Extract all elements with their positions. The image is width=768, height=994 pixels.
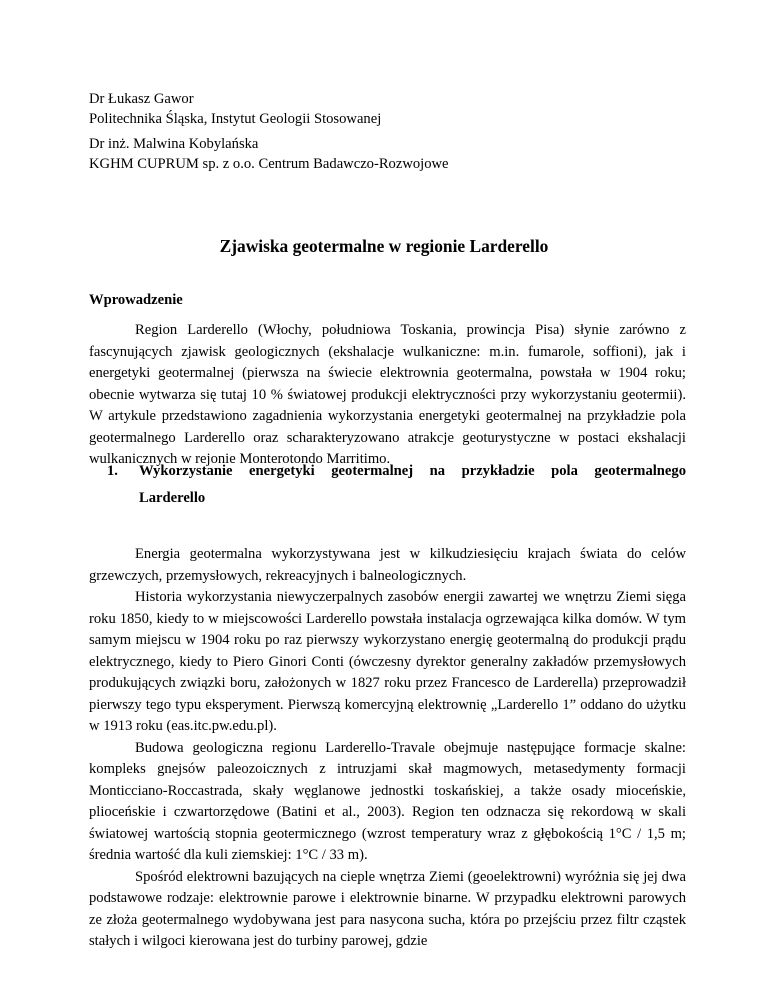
- intro-heading: Wprowadzenie: [89, 292, 183, 308]
- author-affiliation: KGHM CUPRUM sp. z o.o. Centrum Badawczo-Rozwojowe: [89, 156, 449, 172]
- author-affiliation: Politechnika Śląska, Instytut Geologii Stosowanej: [89, 111, 382, 127]
- paragraph-text: Energia geotermalna wykorzystywana jest w kilkudziesięciu krajach świata do celów grzewczych, przemysłowych, rekreacyjnych i balneologicznych.: [89, 546, 686, 584]
- paragraph: [89, 587, 686, 738]
- paragraph: [89, 738, 686, 867]
- paragraph: [89, 544, 686, 587]
- section-title-line-2: Larderello: [139, 490, 206, 506]
- document-title: Zjawiska geotermalne w regionie Larderello: [219, 236, 549, 256]
- paragraph: [89, 867, 686, 953]
- section-1-body: [89, 544, 686, 953]
- section-title-line-1: [107, 458, 686, 485]
- author-name: Dr Łukasz Gawor: [89, 91, 194, 107]
- paragraph-text: Spośród elektrowni bazujących na cieple wnętrza Ziemi (geoelektrowni) wyróżnia się jej dwa podstawowe rodzaje: elektrownie parowe i elektrownie binarne. W przypadku elektrowni parowych ze złoża geotermalnego wydobywana jest para nasycona sucha, która po przejściu przez filtr cząstek stałych i wilgoci kierowana jest do turbiny parowej, gdzie: [89, 868, 686, 949]
- author-block-2: [89, 134, 449, 174]
- paragraph-text: Budowa geologiczna regionu Larderello-Travale obejmuje następujące formacje skalne: kompleks gnejsów paleozoicznych z intruzjami skał magmowych, metasedymenty formacji Monticciano-Roccastrada, skały węglanowe jednostki toskańskiej, a także osady mioceńskie, plioceńskie i czwartorzędowe (Batini et al., 2003). Region ten odznacza się rekordową w skali światowej wartością stopnia geotermicznego (wzrost temperatury wraz z głębokością 1°C / 1,5 m; średnia wartość dla kuli ziemskiej: 1°C / 33 m).: [89, 739, 686, 863]
- section-1-heading: [107, 458, 686, 512]
- paragraph-text: Historia wykorzystania niewyczerpalnych zasobów energii zawartej we wnętrzu Ziemi sięga roku 1850, kiedy to w miejscowości Larderello powstała instalacja ogrzewająca kilka domów. W tym samym miejscu w 1904 roku po raz pierwszy wykorzystano energię geotermalną do produkcji prądu elektrycznego, kiedy to Piero Ginori Conti (ówczesny dyrektor generalny zakładów przemysłowych produkujących związki boru, założonych w 1827 roku przez Francesco de Larderella) przeprowadził pierwszy tego typu eksperyment. Pierwszą komercyjną elektrownię „Larderello 1” oddano do użytku w 1913 roku (eas.itc.pw.edu.pl).: [89, 589, 686, 734]
- author-block-1: [89, 89, 381, 129]
- intro-text: Region Larderello (Włochy, południowa Toskania, prowincja Pisa) słynie zarówno z fascynujących zjawisk geologicznych (ekshalacje wulkaniczne: m.in. fumarole, soffioni), jak i energetyki geotermalnej (pierwsza na świecie elektrownia geotermalna, powstała w 1904 roku; obecnie wytwarza się tutaj 10 % światowej produkcji elektryczności przy wykorzystaniu geotermii). W artykule przedstawiono zagadnienia wykorzystania energetyki geotermalnej na przykładzie pola geotermalnego Larderello oraz scharakteryzowano atrakcje geoturystyczne w postaci ekshalacji wulkanicznych w rejonie Monterotondo Marritimo.: [89, 322, 686, 467]
- section-number: 1.: [107, 463, 118, 479]
- section-title-text: Wykorzystanie energetyki geotermalnej na przykładzie pola geotermalnego: [139, 463, 686, 479]
- intro-paragraph: [89, 320, 686, 471]
- author-name: Dr inż. Malwina Kobylańska: [89, 136, 259, 152]
